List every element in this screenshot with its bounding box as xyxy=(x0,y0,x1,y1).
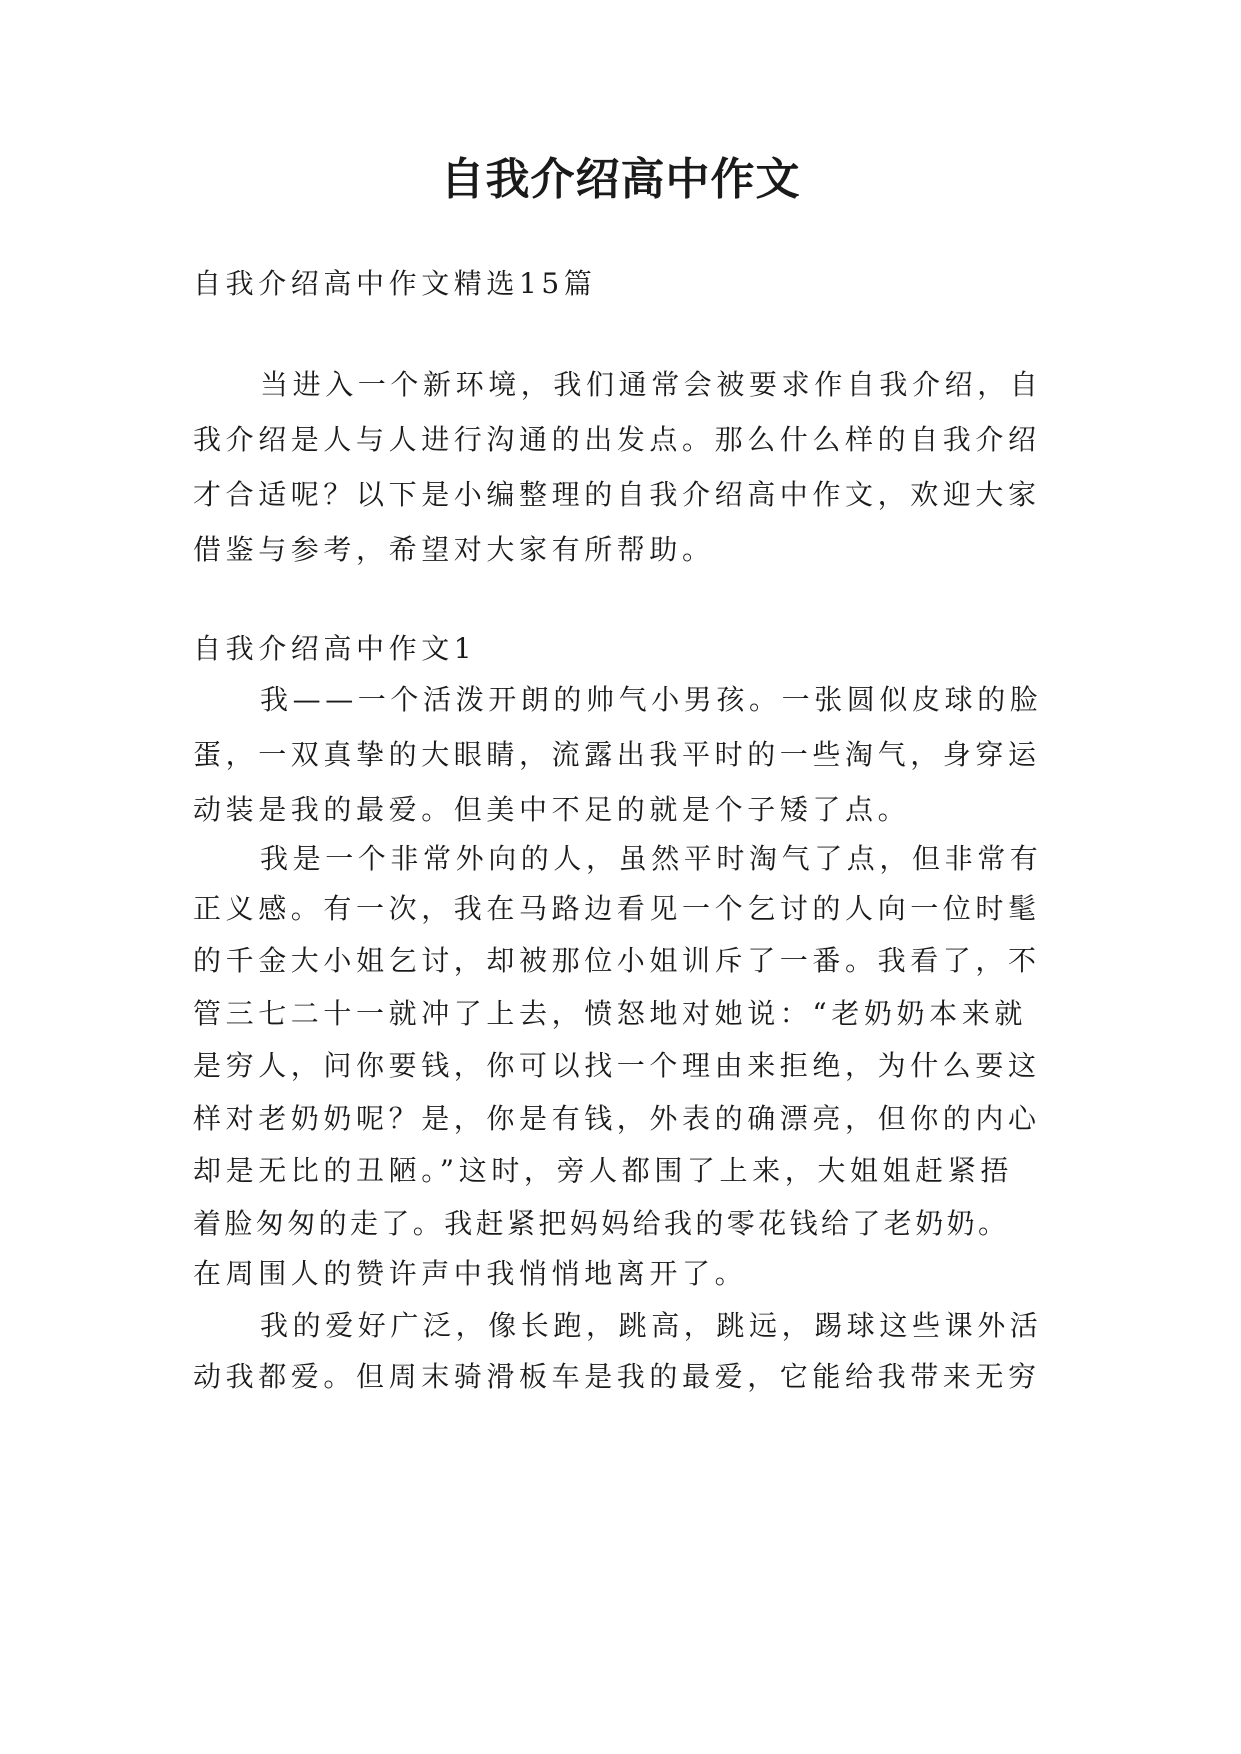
intro-line: 当进入一个新环境，我们通常会被要求作自我介绍，自 xyxy=(260,368,1043,401)
essay-line: 我是一个非常外向的人，虽然平时淘气了点，但非常有 xyxy=(260,842,1043,875)
intro-line: 借鉴与参考，希望对大家有所帮助。 xyxy=(193,533,715,566)
essay-line: 着脸匆匆的走了。我赶紧把妈妈给我的零花钱给了老奶奶。 xyxy=(193,1207,1010,1240)
essay-line: 动我都爱。但周末骑滑板车是我的最爱，它能给我带来无穷 xyxy=(193,1360,1041,1393)
document-title: 自我介绍高中作文 xyxy=(440,154,801,205)
essay-line: 我的爱好广泛，像长跑，跳高，跳远，踢球这些课外活 xyxy=(260,1309,1043,1342)
essay-line: 却是无比的丑陋。”这时，旁人都围了上来，大姐姐赶紧捂 xyxy=(193,1154,1013,1187)
essay-line: 是穷人，问你要钱，你可以找一个理由来拒绝，为什么要这 xyxy=(193,1049,1041,1082)
essay-line: 我——一个活泼开朗的帅气小男孩。一张圆似皮球的脸 xyxy=(260,683,1043,716)
essay-heading: 自我介绍高中作文1 xyxy=(193,632,477,665)
intro-line: 才合适呢？以下是小编整理的自我介绍高中作文，欢迎大家 xyxy=(193,478,1041,511)
essay-line: 管三七二十一就冲了上去，愤怒地对她说：“老奶奶本来就 xyxy=(193,997,1027,1030)
essay-line: 的千金大小姐乞讨，却被那位小姐训斥了一番。我看了，不 xyxy=(193,944,1041,977)
document-subtitle: 自我介绍高中作文精选15篇 xyxy=(193,267,597,300)
essay-line: 在周围人的赞许声中我悄悄地离开了。 xyxy=(193,1257,748,1290)
intro-line: 我介绍是人与人进行沟通的出发点。那么什么样的自我介绍 xyxy=(193,423,1041,456)
essay-line: 正义感。有一次，我在马路边看见一个乞讨的人向一位时髦 xyxy=(193,892,1041,925)
essay-line: 样对老奶奶呢？是，你是有钱，外表的确漂亮，但你的内心 xyxy=(193,1102,1041,1135)
essay-line: 动装是我的最爱。但美中不足的就是个子矮了点。 xyxy=(193,793,911,826)
essay-line: 蛋，一双真挚的大眼睛，流露出我平时的一些淘气，身穿运 xyxy=(193,738,1041,771)
